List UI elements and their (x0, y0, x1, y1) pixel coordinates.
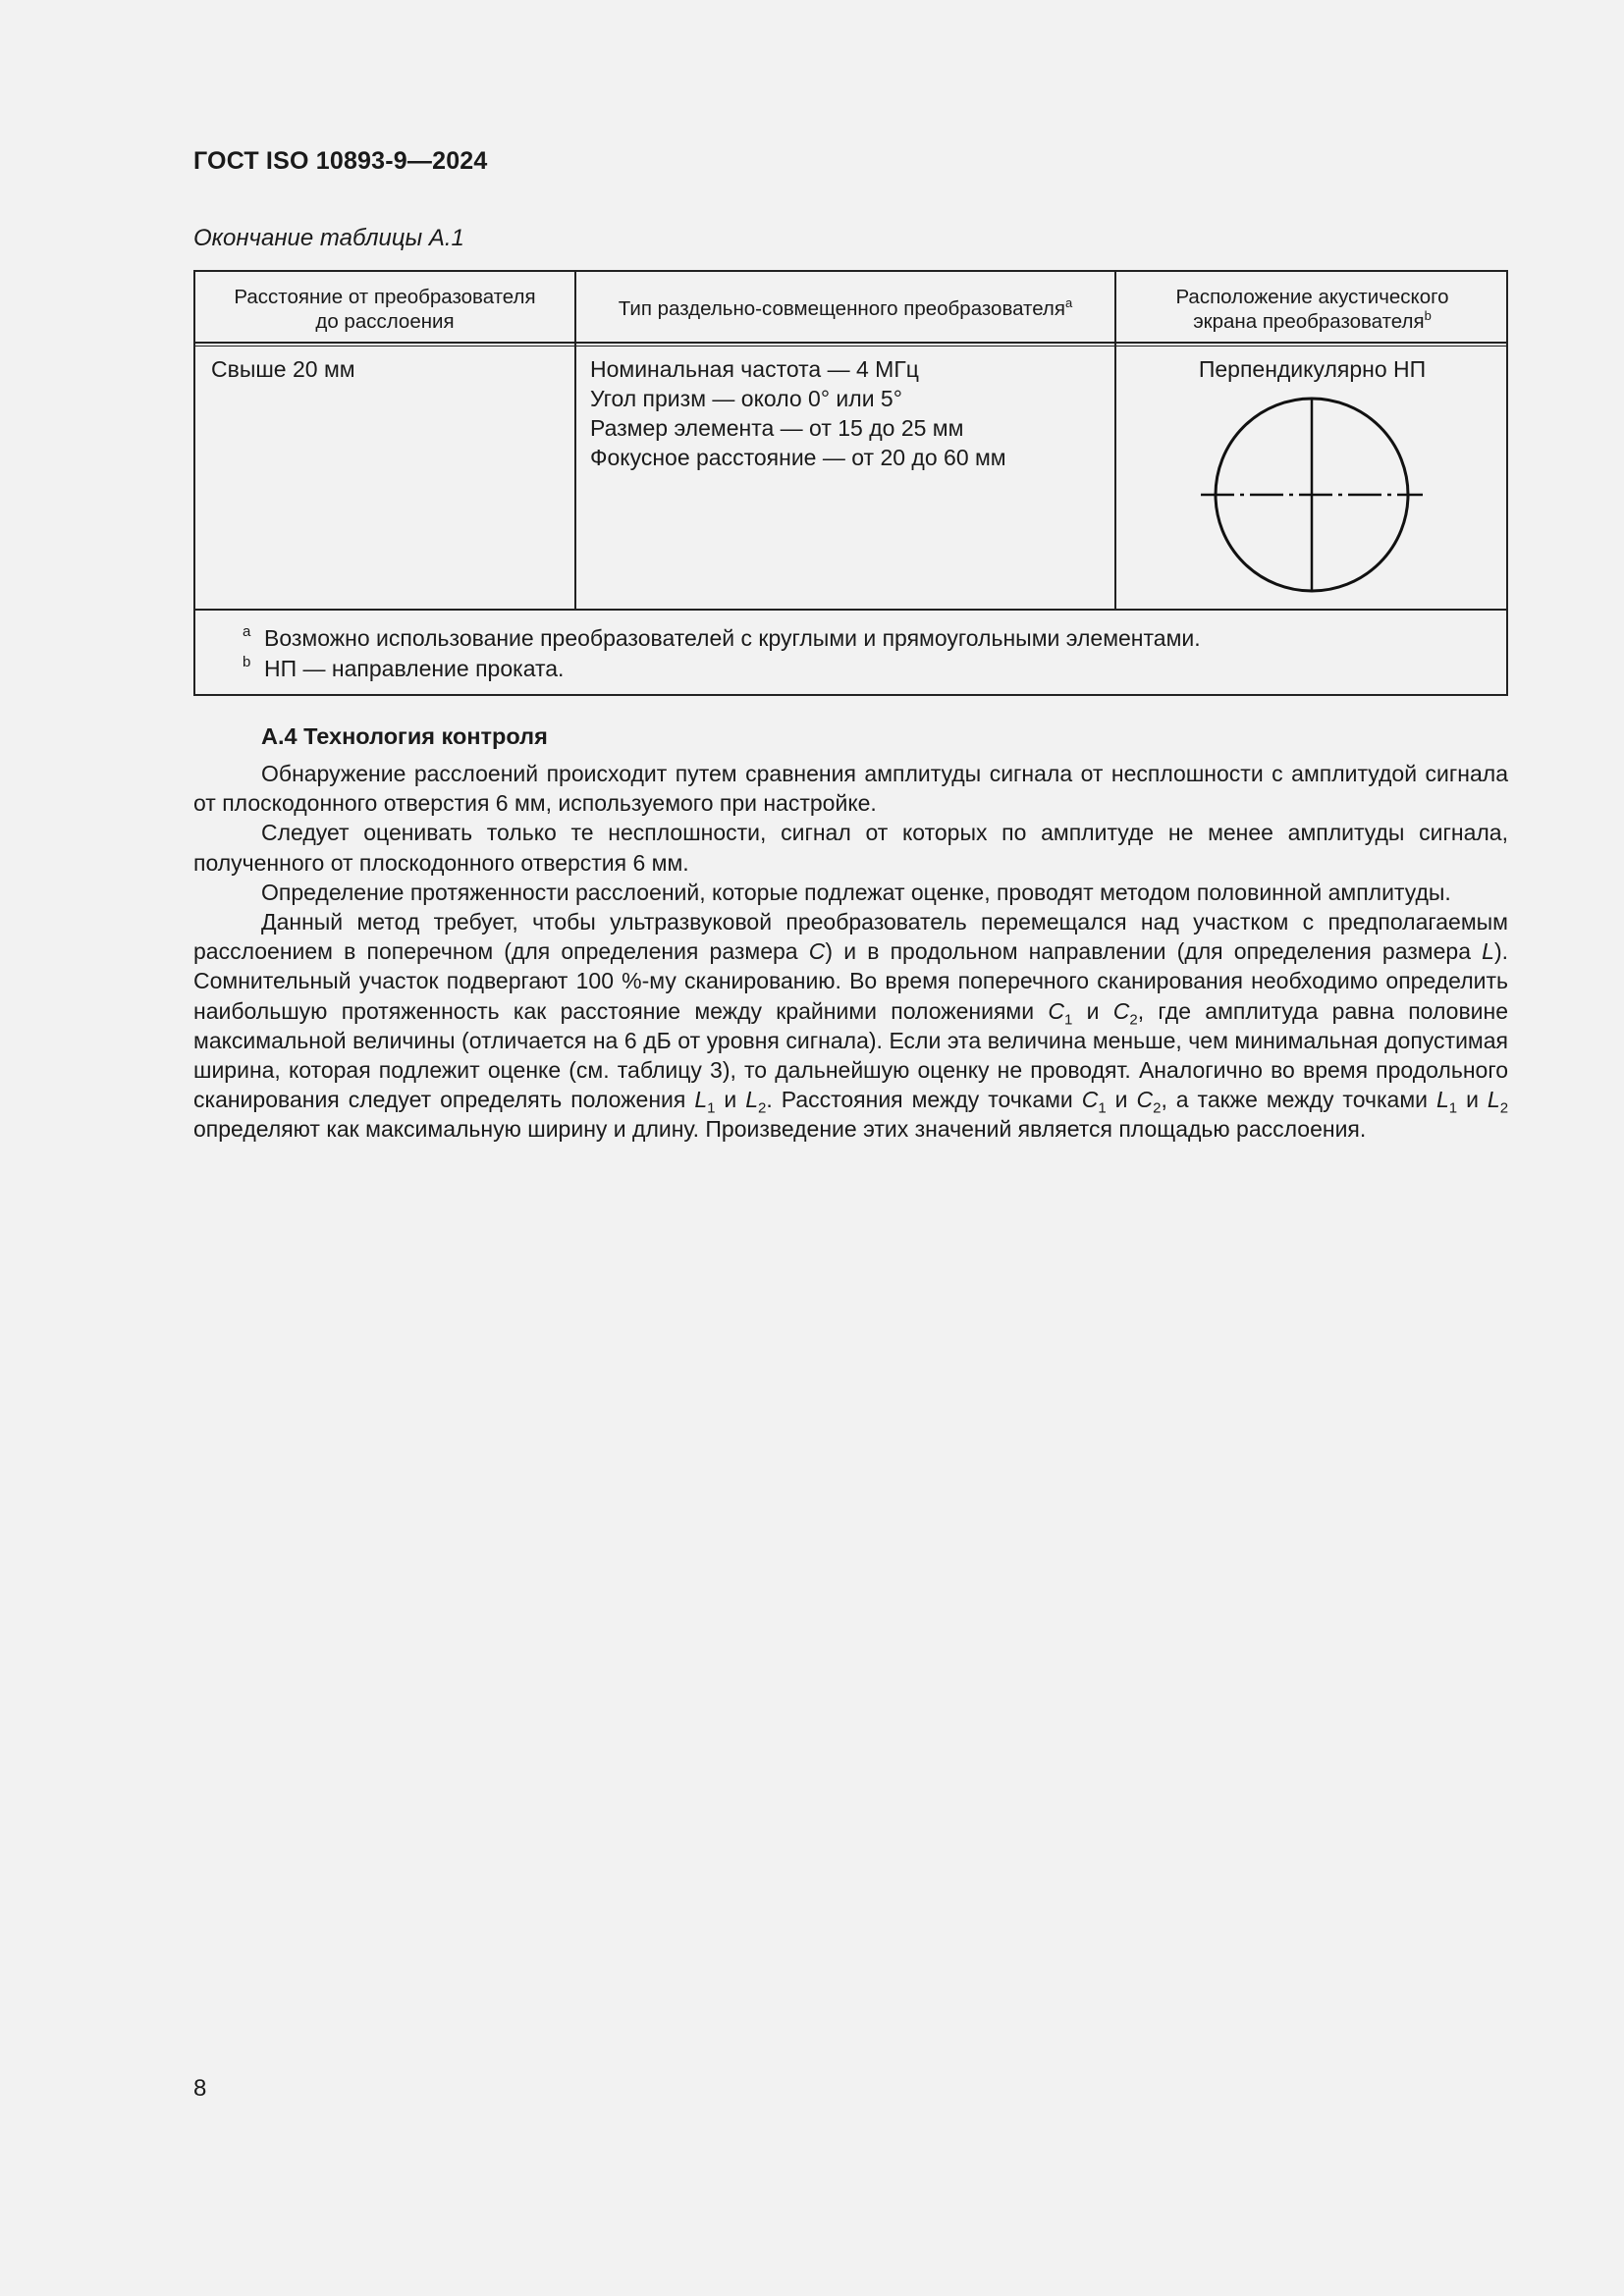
type-line: Фокусное расстояние — от 20 до 60 мм (590, 445, 1006, 470)
text-run: и (715, 1087, 746, 1113)
cell-type (590, 354, 1006, 472)
subscript: 2 (1129, 1011, 1138, 1029)
data-table (193, 270, 1508, 696)
paragraph: Следует оценивать только те несплошности, сигнал от которых по амплитуде не менее амплитуды сигнала, полученного от плоскодонного отверстия 6 мм. (193, 820, 1508, 876)
subscript: 1 (707, 1099, 716, 1117)
text-run: , а также между точками (1161, 1087, 1436, 1113)
var-c: C (1081, 1087, 1099, 1113)
header-distance-line2: до расслоения (315, 309, 455, 333)
text-run: ) и в продольном направлении (для определения размера (825, 938, 1483, 965)
header-position-line2: экрана преобразователя (1193, 309, 1425, 333)
transducer-screen-diagram (1199, 397, 1425, 593)
text-run: определяют как максимальную ширину и длину. Произведение этих значений является площадью расслоения. (193, 1116, 1367, 1143)
header-position-line1: Расположение акустического (1175, 285, 1449, 308)
paragraph (193, 907, 1508, 1145)
subscript: 1 (1448, 1099, 1458, 1117)
footnote-mark: a (243, 623, 251, 640)
document-header: ГОСТ ISO 10893-9—2024 (193, 147, 488, 175)
var-c: C (1136, 1087, 1154, 1113)
var-l: L (694, 1087, 708, 1113)
subscript: 2 (758, 1099, 767, 1117)
footnote-text: Возможно использование преобразователей с круглыми и прямоугольными элементами. (264, 625, 1201, 651)
cell-distance: Свыше 20 мм (211, 356, 355, 382)
footnote-ref-b: b (1424, 307, 1432, 323)
text-run: и (1106, 1087, 1137, 1113)
var-c: C (1112, 997, 1130, 1024)
var-l: L (1435, 1087, 1449, 1113)
paragraph: Определение протяженности расслоений, которые подлежат оценке, проводят методом половинной амплитуды. (261, 879, 1451, 905)
header-distance-line1: Расстояние от преобразователя (234, 285, 536, 308)
paragraph: Обнаружение расслоений происходит путем сравнения амплитуды сигнала от несплошности с амплитудой сигнала от плоскодонного отверстия 6 мм, используемого при настройке. (193, 761, 1508, 817)
footnote-text: НП — направление проката. (264, 656, 565, 681)
subscript: 2 (1153, 1099, 1162, 1117)
subscript: 1 (1064, 1011, 1073, 1029)
var-l: L (745, 1087, 759, 1113)
cell-position: Перпендикулярно НП (1198, 356, 1427, 382)
header-distance (195, 282, 574, 336)
text-run: и (1072, 997, 1113, 1024)
table-divider (195, 342, 1506, 344)
text-run: ). Сомнительный участок подвергают 100 %-му сканированию. Во время поперечного сканирования необходимо определить наибольшую протяженность как расстояние между крайними положениями (193, 938, 1508, 1024)
text-run: , где амплитуда равна половине максимальной величины (отличается на 6 дБ от уровня сигнала). Если эта величина меньше, чем минимальная допустимая ширина, которая подлежит оценке (см. таблицу 3), то дальнейшую оценку не проводят. Аналогично во время продольного сканирования следует определять положения (193, 997, 1509, 1113)
header-type-line1: Тип раздельно-совмещенного преобразователя (618, 297, 1065, 320)
footnote-ref-a: a (1065, 295, 1073, 311)
section-title: А.4 Технология контроля (261, 723, 548, 749)
text-run: Данный метод требует, чтобы ультразвуковой преобразователь перемещался над участком с предполагаемым расслоением в поперечном (для определения размера (193, 909, 1508, 965)
page-number: 8 (193, 2075, 207, 2102)
subscript: 2 (1499, 1099, 1509, 1117)
footnote-mark: b (243, 654, 251, 670)
type-line: Номинальная частота — 4 МГц (590, 356, 919, 382)
text-run: и (1457, 1087, 1488, 1113)
table-divider (195, 346, 1506, 347)
header-position (1116, 282, 1508, 336)
var-l: L (1487, 1087, 1500, 1113)
var-l: L (1482, 938, 1494, 965)
var-c: C (808, 938, 826, 965)
section-body (193, 759, 1508, 1145)
text-run: . Расстояния между точками (766, 1087, 1082, 1113)
subscript: 1 (1098, 1099, 1107, 1117)
table-caption: Окончание таблицы А.1 (193, 225, 464, 251)
type-line: Размер элемента — от 15 до 25 мм (590, 415, 964, 441)
var-c: C (1048, 997, 1064, 1024)
type-line: Угол призм — около 0° или 5° (590, 386, 902, 411)
table-divider (195, 609, 1506, 611)
header-type (576, 282, 1114, 336)
